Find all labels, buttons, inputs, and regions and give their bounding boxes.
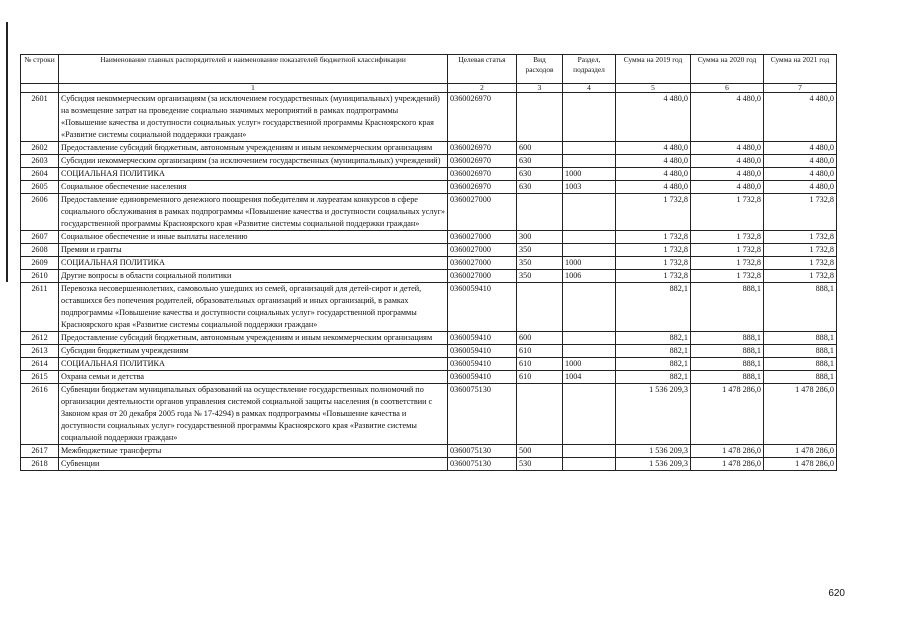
row-name: Предоставление единовременного денежного поощрения победителям и лауреатам конкурсов в сфере социального обслуживания в рамках подпрограммы «Повышение качества и доступности социальных услуг» государственной программы Красноярского края «Развитие системы социальной поддержки граждан» [59, 194, 448, 231]
row-sum-2019: 1 732,8 [616, 194, 691, 231]
row-target-code: 0360026970 [448, 93, 517, 142]
header-name: Наименование главных распорядителей и наименование показателей бюджетной классификации [59, 55, 448, 84]
row-sum-2020: 1 732,8 [691, 270, 764, 283]
row-sum-2020: 1 478 286,0 [691, 458, 764, 471]
row-sum-2021: 888,1 [764, 358, 837, 371]
row-sum-2020: 4 480,0 [691, 155, 764, 168]
row-section [563, 384, 616, 445]
row-name: Перевозка несовершеннолетних, самовольно ушедших из семей, организаций для детей-сирот и детей, оставшихся без попечения родителей, образовательных организаций и иных организаций, в рамках подпрограммы «Повышение качества и доступности социальных услуг» государственной программы Красноярского края «Развитие системы социальной поддержки граждан» [59, 283, 448, 332]
table-row [21, 244, 837, 257]
table-header-row [21, 55, 837, 84]
row-number: 2606 [21, 194, 59, 231]
row-name: Межбюджетные трансферты [59, 445, 448, 458]
colnum: 7 [764, 84, 837, 93]
row-target-code: 0360075130 [448, 445, 517, 458]
row-name: Субсидии бюджетным учреждениям [59, 345, 448, 358]
row-target-code: 0360026970 [448, 142, 517, 155]
colnum: 4 [563, 84, 616, 93]
header-vr: Вид расходов [517, 55, 563, 84]
row-sum-2020: 4 480,0 [691, 142, 764, 155]
row-expense-type: 610 [517, 371, 563, 384]
header-num: № строки [21, 55, 59, 84]
row-sum-2021: 1 732,8 [764, 270, 837, 283]
table-row [21, 231, 837, 244]
row-section: 1004 [563, 371, 616, 384]
row-section: 1000 [563, 168, 616, 181]
row-name: Охрана семьи и детства [59, 371, 448, 384]
row-expense-type [517, 384, 563, 445]
row-sum-2019: 1 732,8 [616, 231, 691, 244]
row-expense-type [517, 283, 563, 332]
row-sum-2019: 882,1 [616, 332, 691, 345]
row-sum-2019: 1 732,8 [616, 257, 691, 270]
row-section: 1003 [563, 181, 616, 194]
row-sum-2021: 1 732,8 [764, 194, 837, 231]
table-row [21, 155, 837, 168]
row-section [563, 142, 616, 155]
row-number: 2607 [21, 231, 59, 244]
row-number: 2613 [21, 345, 59, 358]
row-expense-type: 630 [517, 168, 563, 181]
row-sum-2019: 882,1 [616, 371, 691, 384]
row-sum-2019: 1 732,8 [616, 270, 691, 283]
row-sum-2021: 4 480,0 [764, 181, 837, 194]
row-number: 2618 [21, 458, 59, 471]
row-sum-2021: 4 480,0 [764, 142, 837, 155]
row-sum-2021: 888,1 [764, 332, 837, 345]
row-number: 2614 [21, 358, 59, 371]
colnum: 3 [517, 84, 563, 93]
row-target-code: 0360059410 [448, 332, 517, 345]
table-row [21, 371, 837, 384]
row-sum-2021: 1 478 286,0 [764, 458, 837, 471]
header-sum-2020: Сумма на 2020 год [691, 55, 764, 84]
column-number-row [21, 84, 837, 93]
row-sum-2021: 1 732,8 [764, 231, 837, 244]
table-row [21, 358, 837, 371]
row-section [563, 332, 616, 345]
row-expense-type: 350 [517, 244, 563, 257]
row-number: 2612 [21, 332, 59, 345]
row-sum-2019: 4 480,0 [616, 168, 691, 181]
row-expense-type [517, 93, 563, 142]
row-sum-2020: 4 480,0 [691, 181, 764, 194]
budget-table [20, 54, 837, 471]
row-sum-2021: 4 480,0 [764, 93, 837, 142]
row-expense-type: 600 [517, 332, 563, 345]
row-sum-2019: 1 536 209,3 [616, 445, 691, 458]
row-number: 2616 [21, 384, 59, 445]
row-section [563, 283, 616, 332]
row-number: 2605 [21, 181, 59, 194]
row-number: 2603 [21, 155, 59, 168]
row-target-code: 0360027000 [448, 231, 517, 244]
binding-margin-line [6, 22, 8, 282]
row-number: 2611 [21, 283, 59, 332]
table-row [21, 181, 837, 194]
row-target-code: 0360027000 [448, 244, 517, 257]
row-expense-type: 350 [517, 270, 563, 283]
row-number: 2609 [21, 257, 59, 270]
row-name: Социальное обеспечение населения [59, 181, 448, 194]
row-section [563, 458, 616, 471]
row-target-code: 0360026970 [448, 155, 517, 168]
row-target-code: 0360059410 [448, 358, 517, 371]
table-row [21, 270, 837, 283]
row-sum-2021: 888,1 [764, 345, 837, 358]
row-expense-type [517, 194, 563, 231]
table-row [21, 384, 837, 445]
row-sum-2019: 1 536 209,3 [616, 384, 691, 445]
row-section [563, 244, 616, 257]
row-section [563, 155, 616, 168]
row-number: 2615 [21, 371, 59, 384]
row-section [563, 345, 616, 358]
row-sum-2021: 1 478 286,0 [764, 384, 837, 445]
row-target-code: 0360075130 [448, 458, 517, 471]
row-target-code: 0360059410 [448, 371, 517, 384]
row-target-code: 0360059410 [448, 345, 517, 358]
colnum: 1 [59, 84, 448, 93]
row-sum-2019: 882,1 [616, 283, 691, 332]
row-section [563, 93, 616, 142]
row-expense-type: 500 [517, 445, 563, 458]
row-sum-2020: 888,1 [691, 332, 764, 345]
row-sum-2020: 1 732,8 [691, 244, 764, 257]
row-sum-2020: 888,1 [691, 345, 764, 358]
row-number: 2610 [21, 270, 59, 283]
row-name: Субвенции [59, 458, 448, 471]
row-target-code: 0360026970 [448, 181, 517, 194]
row-sum-2020: 1 732,8 [691, 194, 764, 231]
header-sum-2019: Сумма на 2019 год [616, 55, 691, 84]
row-sum-2020: 1 732,8 [691, 257, 764, 270]
row-sum-2021: 1 732,8 [764, 257, 837, 270]
row-target-code: 0360075130 [448, 384, 517, 445]
colnum: 5 [616, 84, 691, 93]
row-name: Социальное обеспечение и иные выплаты населению [59, 231, 448, 244]
row-sum-2021: 888,1 [764, 371, 837, 384]
row-sum-2021: 1 732,8 [764, 244, 837, 257]
row-sum-2020: 1 478 286,0 [691, 384, 764, 445]
row-expense-type: 610 [517, 358, 563, 371]
table-row [21, 194, 837, 231]
table-row [21, 142, 837, 155]
row-expense-type: 530 [517, 458, 563, 471]
row-sum-2019: 4 480,0 [616, 155, 691, 168]
table-row [21, 445, 837, 458]
table-row [21, 458, 837, 471]
row-name: Премии и гранты [59, 244, 448, 257]
row-sum-2020: 1 732,8 [691, 231, 764, 244]
row-name: Субсидии некоммерческим организациям (за исключением государственных (муниципальных) учреждений) [59, 155, 448, 168]
row-name: Субсидия некоммерческим организациям (за исключением государственных (муниципальных) учреждений) на возмещение затрат на проведение социально значимых мероприятий в рамках подпрограммы «Повышение качества и доступности социальных услуг» государственной программы Красноярского края «Развитие системы социальной поддержки граждан» [59, 93, 448, 142]
row-sum-2020: 888,1 [691, 283, 764, 332]
row-sum-2021: 888,1 [764, 283, 837, 332]
row-sum-2019: 1 536 209,3 [616, 458, 691, 471]
row-sum-2021: 4 480,0 [764, 155, 837, 168]
row-number: 2601 [21, 93, 59, 142]
row-expense-type: 300 [517, 231, 563, 244]
row-expense-type: 350 [517, 257, 563, 270]
row-name: Другие вопросы в области социальной политики [59, 270, 448, 283]
colnum: 2 [448, 84, 517, 93]
row-section: 1000 [563, 257, 616, 270]
table-row [21, 257, 837, 270]
row-sum-2020: 888,1 [691, 358, 764, 371]
row-name: СОЦИАЛЬНАЯ ПОЛИТИКА [59, 358, 448, 371]
row-section [563, 231, 616, 244]
row-section: 1000 [563, 358, 616, 371]
row-sum-2021: 4 480,0 [764, 168, 837, 181]
row-expense-type: 600 [517, 142, 563, 155]
row-sum-2019: 4 480,0 [616, 93, 691, 142]
row-section: 1006 [563, 270, 616, 283]
row-number: 2602 [21, 142, 59, 155]
row-target-code: 0360027000 [448, 270, 517, 283]
row-sum-2020: 4 480,0 [691, 93, 764, 142]
row-target-code: 0360026970 [448, 168, 517, 181]
row-number: 2617 [21, 445, 59, 458]
table-row [21, 332, 837, 345]
row-sum-2019: 4 480,0 [616, 142, 691, 155]
row-target-code: 0360059410 [448, 283, 517, 332]
table-row [21, 93, 837, 142]
row-sum-2020: 4 480,0 [691, 168, 764, 181]
colnum: 6 [691, 84, 764, 93]
row-sum-2020: 1 478 286,0 [691, 445, 764, 458]
header-sum-2021: Сумма на 2021 год [764, 55, 837, 84]
row-name: Предоставление субсидий бюджетным, автономным учреждениям и иным некоммерческим организациям [59, 332, 448, 345]
row-target-code: 0360027000 [448, 194, 517, 231]
row-sum-2019: 882,1 [616, 358, 691, 371]
header-code: Целевая статья [448, 55, 517, 84]
row-number: 2608 [21, 244, 59, 257]
row-expense-type: 630 [517, 181, 563, 194]
table-row [21, 283, 837, 332]
row-target-code: 0360027000 [448, 257, 517, 270]
table-row [21, 345, 837, 358]
row-sum-2020: 888,1 [691, 371, 764, 384]
row-sum-2019: 1 732,8 [616, 244, 691, 257]
header-rz: Раздел, подраздел [563, 55, 616, 84]
row-name: СОЦИАЛЬНАЯ ПОЛИТИКА [59, 257, 448, 270]
row-name: Субвенции бюджетам муниципальных образований на осуществление государственных полномочий по организации деятельности органов управления системой социальной защиты населения (в соответствии с Законом края от 20 декабря 2005 года № 17-4294) в рамках подпрограммы «Повышение качества и доступности социальных услуг» государственной программы Красноярского края «Развитие системы социальной поддержки граждан» [59, 384, 448, 445]
row-number: 2604 [21, 168, 59, 181]
colnum [21, 84, 59, 93]
row-name: СОЦИАЛЬНАЯ ПОЛИТИКА [59, 168, 448, 181]
row-expense-type: 610 [517, 345, 563, 358]
row-section [563, 445, 616, 458]
row-name: Предоставление субсидий бюджетным, автономным учреждениям и иным некоммерческим организациям [59, 142, 448, 155]
page-number: 620 [828, 588, 845, 599]
row-sum-2021: 1 478 286,0 [764, 445, 837, 458]
row-expense-type: 630 [517, 155, 563, 168]
row-section [563, 194, 616, 231]
row-sum-2019: 882,1 [616, 345, 691, 358]
row-sum-2019: 4 480,0 [616, 181, 691, 194]
table-row [21, 168, 837, 181]
